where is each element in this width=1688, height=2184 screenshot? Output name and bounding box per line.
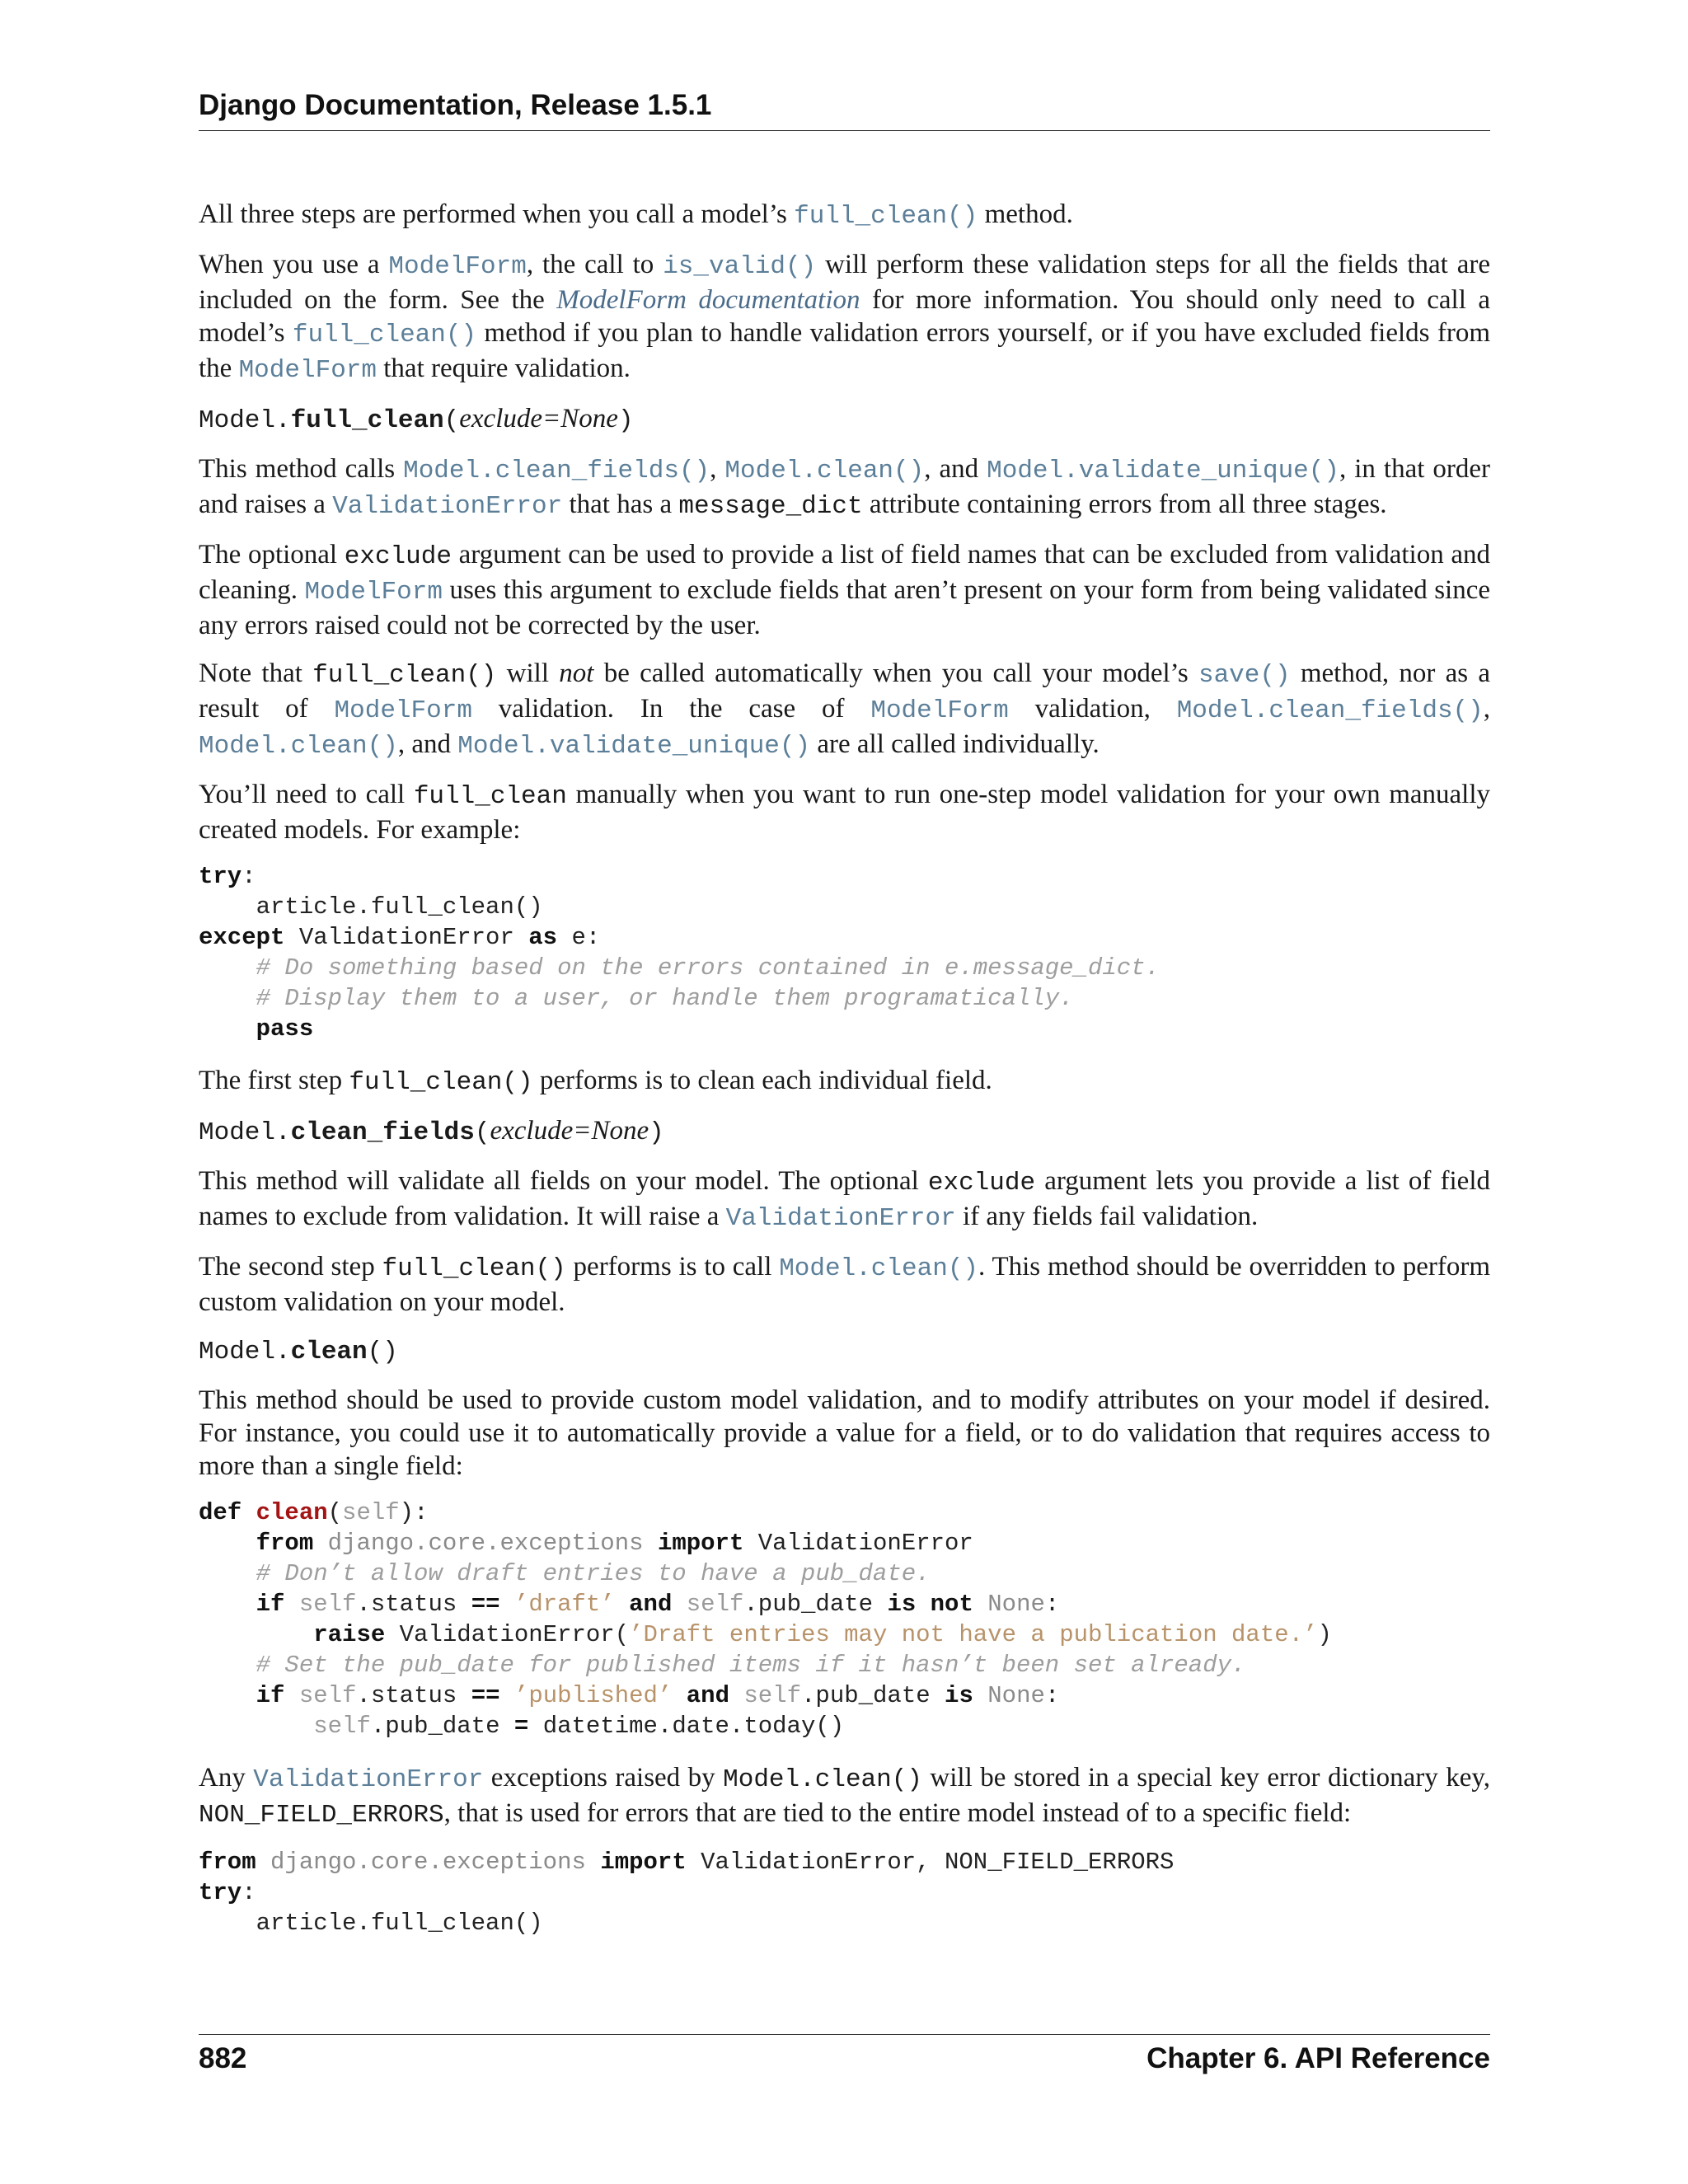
footer-rule [199,2034,1490,2035]
modelform-link[interactable]: ModelForm [870,696,1009,725]
modelform-documentation-link[interactable]: ModelForm documentation [556,285,860,315]
header-rule [199,130,1490,131]
full-clean-link[interactable]: full_clean() [292,321,477,349]
modelform-link[interactable]: ModelForm [304,578,443,607]
modelform-link[interactable]: ModelForm [334,696,472,725]
page-number: 882 [199,2042,247,2074]
running-header-title: Django Documentation, Release 1.5.1 [199,89,712,121]
clean-fields-link[interactable]: Model.clean_fields() [403,457,710,485]
clean-fields-link[interactable]: Model.clean_fields() [1176,696,1484,725]
page-body [199,198,1490,1958]
paragraph: All three steps are performed when you call a model’s full_clean() method. [199,199,1073,231]
method-signature-clean-fields: Model.clean_fields(exclude=None) [199,1116,664,1147]
paragraph: When you use a ModelForm, the call to is_valid() will perform these validation steps for all the fields that are included on the form. See the ModelForm documentation for more information. You should only need to call a model’s full_clean() method if you plan to handle validation errors yourself, or if you have excluded fields from the ModelForm that require validation. [199,250,1490,385]
validationerror-link[interactable]: ValidationError [725,1204,956,1233]
clean-link[interactable]: Model.clean() [779,1254,979,1283]
paragraph: This method calls Model.clean_fields(), Model.clean(), and Model.validate_unique(), in that order and raises a ValidationError that has a message_dict attribute containing errors from all three stages. [199,454,1490,521]
paragraph: This method will validate all fields on your model. The optional exclude argument lets you provide a list of field names to exclude from validation. It will raise a ValidationError if any fields fail validation. [199,1166,1490,1233]
chapter-title: Chapter 6. API Reference [1146,2042,1490,2074]
is-valid-link[interactable]: is_valid() [663,252,817,281]
paragraph: You’ll need to call full_clean manually when you want to run one-step model validation for your own manually created models. For example: [199,780,1490,845]
validationerror-link[interactable]: ValidationError [332,492,563,521]
code-block-try-except: try: article.full_clean() except ValidationError as e: # Do something based on the errors contained in e.message_dict. # Display them to a user, or handle them programatically. pass [199,863,1160,1043]
validationerror-link[interactable]: ValidationError [253,1765,484,1794]
method-signature-clean: Model.clean() [199,1338,398,1366]
paragraph: Any ValidationError exceptions raised by Model.clean() will be stored in a special key error dictionary key, NON_FIELD_ERRORS, that is used for errors that are tied to the entire model instead of to a specific field: [199,1763,1490,1830]
clean-link[interactable]: Model.clean() [199,732,398,761]
validate-unique-link[interactable]: Model.validate_unique() [457,732,811,761]
paragraph: The second step full_clean() performs is to call Model.clean(). This method should be overridden to perform custom validation on your model. [199,1252,1490,1317]
clean-link[interactable]: Model.clean() [724,457,925,485]
save-link[interactable]: save() [1198,661,1291,690]
paragraph: This method should be used to provide custom model validation, and to modify attributes on your model if desired. For instance, you could use it to automatically provide a value for a field, or to do validation that requires access to more than a single field: [199,1385,1490,1481]
method-signature-full-clean: Model.full_clean(exclude=None) [199,404,634,435]
paragraph: The optional exclude argument can be used to provide a list of field names that can be excluded from validation and cleaning. ModelForm uses this argument to exclude fields that aren’t present on your form from being validated since any errors raised could not be corrected by the user. [199,540,1490,640]
modelform-link[interactable]: ModelForm [388,252,527,281]
paragraph: The first step full_clean() performs is to clean each individual field. [199,1066,992,1097]
modelform-link[interactable]: ModelForm [238,356,377,385]
validate-unique-link[interactable]: Model.validate_unique() [987,457,1339,485]
code-block-clean-method: def clean(self): from django.core.exceptions import ValidationError # Don’t allow draft entries to have a pub_date. if self.status == ’draft’ and self.pub_date is not None: raise ValidationError(’Draft entries may not have a publication date.’) # Set the pub_date for published items if it hasn’t been set already. if self.status == ’published’ and self.pub_date is None: self.pub_date = datetime.date.today() [199,1499,1332,1740]
paragraph: Note that full_clean() will not be called automatically when you call your model’s save() method, nor as a result of ModelForm validation. In the case of ModelForm validation, Model.clean_fields(), Model.clean(), and Model.validate_unique() are all called individually. [199,658,1491,761]
full-clean-link[interactable]: full_clean() [794,202,978,231]
code-block-non-field-errors: from django.core.exceptions import ValidationError, NON_FIELD_ERRORS try: article.full_clean() [199,1849,1175,1937]
